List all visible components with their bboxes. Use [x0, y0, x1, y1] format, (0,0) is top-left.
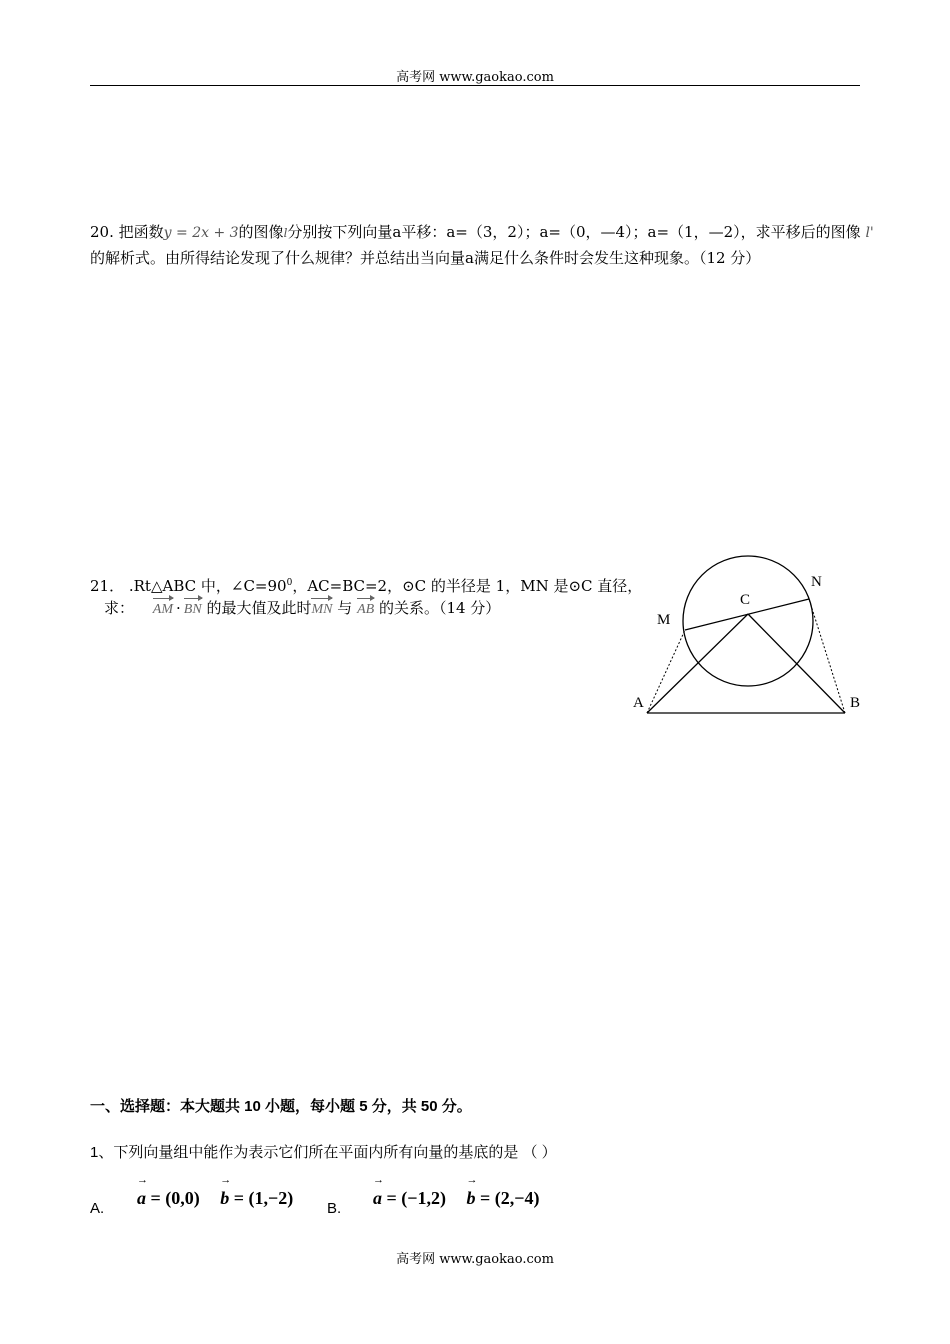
page-header: 高考网 www.gaokao.com: [396, 70, 554, 85]
question-21-line-1: [90, 572, 642, 597]
option-a-label: A.: [90, 1200, 105, 1217]
question-21-text-2: ，AC=BC=2，⊙C 的半径是 1，MN 是⊙C 直径，: [292, 577, 643, 595]
label-c: C: [740, 592, 751, 608]
question-21-text-5: 与: [337, 599, 353, 617]
vector-b-name: → b: [467, 1188, 476, 1209]
question-20-lprime: l': [865, 225, 874, 241]
option-b-label: B.: [327, 1200, 342, 1217]
header-rule: [90, 85, 860, 86]
segment-bc: [748, 614, 845, 713]
question-20-text-2: 的图像: [238, 223, 284, 241]
vector-a-name: → a: [373, 1188, 382, 1209]
question-20-text-1: 把函数: [118, 223, 164, 241]
question-21-text-3: 求：: [104, 599, 135, 617]
dot-operator: ·: [176, 599, 181, 617]
label-m: M: [657, 612, 671, 628]
circle-c: [683, 556, 813, 686]
question-20-text-3: 分别按下列向量a平移：a=（3，2）；a=（0，—4）；a=（1，—2），求平移后的图像: [287, 223, 861, 241]
vector-b-value: = (1,−2): [233, 1188, 294, 1208]
vector-b-value: = (2,−4): [480, 1188, 540, 1208]
question-20-line-2: 的解析式。由所得结论发现了什么规律？并总结出当向量a满足什么条件时会发生这种现象。（12 分）: [90, 249, 761, 267]
vector-b-name: → b: [220, 1188, 229, 1209]
question-21-text-1: .Rt△ABC 中，∠C=90: [128, 577, 287, 595]
question-20-l: l: [283, 226, 288, 240]
question-21-text-6: 的关系。（14 分）: [378, 599, 501, 617]
option-a-expression: [137, 1188, 293, 1209]
vector-am: AM: [153, 599, 173, 621]
vector-ab: AB: [357, 599, 374, 621]
question-21-line-2: [104, 597, 500, 621]
option-b-expression: [373, 1188, 540, 1209]
vector-a-value: = (0,0): [150, 1188, 200, 1208]
page-footer: 高考网 www.gaokao.com: [396, 1252, 554, 1267]
section-heading: 一、选择题：本大题共 10 小题，每小题 5 分，共 50 分。: [90, 1098, 472, 1115]
question-21-number: 21．: [90, 577, 125, 595]
vector-bn: BN: [184, 599, 202, 621]
question-1-text: 1、下列向量组中能作为表示它们所在平面内所有向量的基底的是 （ ）: [90, 1144, 557, 1161]
vector-a-name: → a: [137, 1188, 146, 1209]
segment-bn: [809, 599, 845, 713]
vector-mn: MN: [311, 599, 332, 621]
label-b: B: [850, 695, 861, 711]
question-20-line-1: [90, 221, 874, 244]
question-21-degree-sup: 0: [286, 578, 293, 588]
question-21-text-4: 的最大值及此时: [206, 599, 312, 617]
vector-a-value: = (−1,2): [386, 1188, 447, 1208]
segment-ac: [647, 614, 748, 713]
segment-am: [647, 630, 685, 713]
question-20-number: 20.: [90, 223, 114, 241]
label-a: A: [633, 695, 644, 711]
question-20-function: y = 2x + 3: [163, 225, 239, 241]
question-21-figure: [620, 550, 870, 730]
label-n: N: [811, 574, 822, 590]
